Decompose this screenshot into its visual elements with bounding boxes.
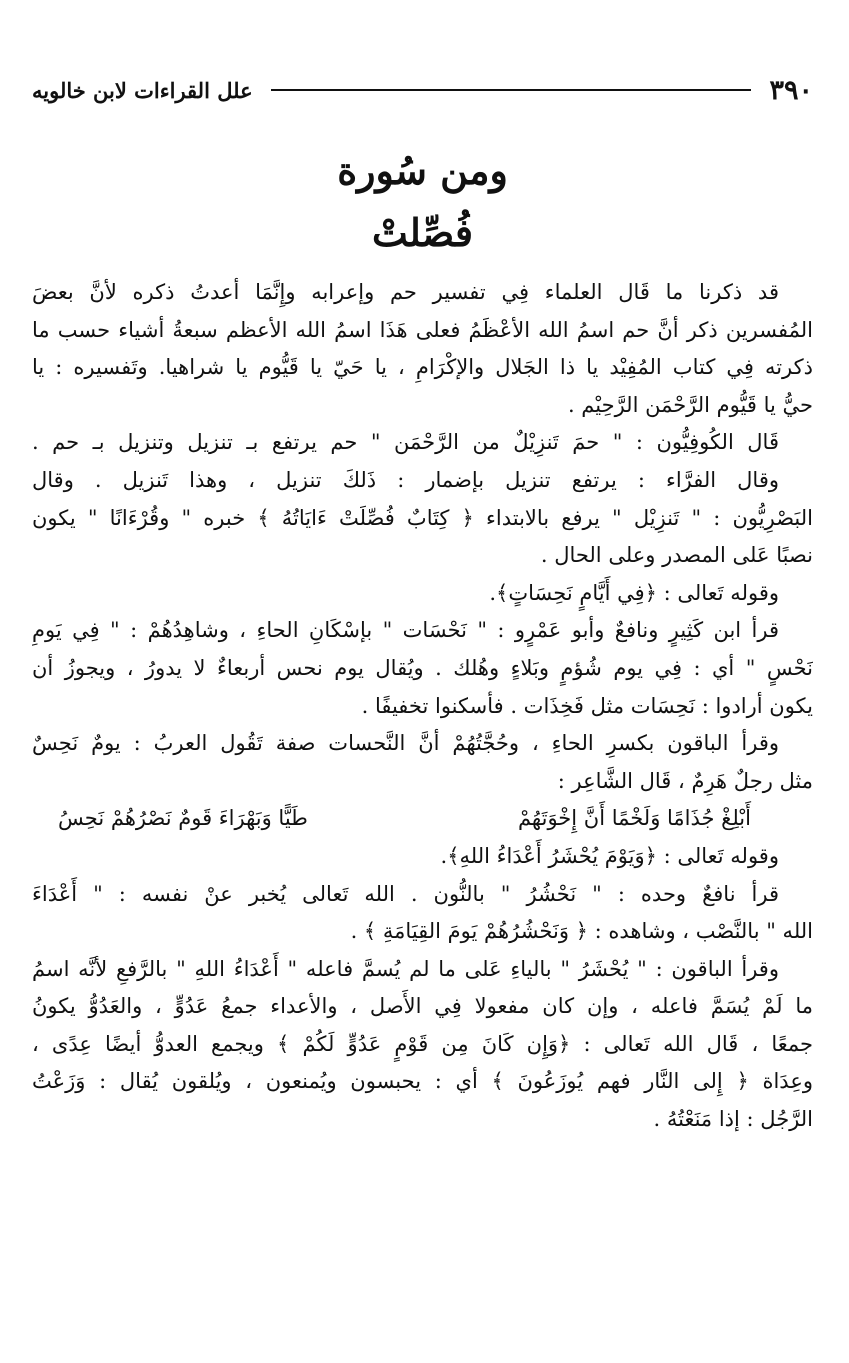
poetry-verse — [32, 800, 813, 838]
text-line: الرَّجُل : إذا مَنَعْتُهُ . — [653, 1107, 813, 1132]
text-line: قد ذكرنا ما قَال العلماء فِي تفسير حم وإعرابه وإِنَّمَا أعدتُ ذكره لأنَّ بعضَ — [32, 280, 779, 304]
text-line: وقرأ الباقون : " يُحْشَرُ " بالياءِ عَلى ما لم يُسمَّ فاعله " أَعْدَاءُ اللهِ " بالرَّفعِ لأنَّه اسمُ — [32, 956, 779, 981]
verse-first-hemistich: أَبْلِغْ جُذَامًا وَلَخْمًا أَنَّ إِخْوَتَهُمْ — [517, 806, 751, 831]
text-line: وقوله تَعالى : ﴿فِي أَيَّامٍ نَحِسَاتٍ﴾. — [489, 580, 779, 605]
text-line: نَحْسٍ " أي : فِي يوم شُؤمٍ وبَلاءٍ وهُلك . ويُقال يوم نحس أربعاءٌ لا يدورُ ، ويجوزُ أن — [32, 655, 813, 680]
text-line: وقوله تَعالى : ﴿وَيَوْمَ يُحْشَرُ أَعْدَاءُ اللهِ﴾. — [440, 843, 779, 868]
text-line: ذكرته فِي كتاب المُفِيْد يا ذا الجَلال والإكْرَامِ ، يا حَيّ يا قَيُّوم يا شراهيا. وتَفسيره : يا — [32, 355, 813, 380]
text-line: المُفسرين ذكر أنَّ حم اسمُ الله الأعْظَمُ فعلى هَذَا اسمُ الله الأعظم سبعةُ أشياء حسب ما — [32, 317, 813, 342]
text-line: قَال الكُوفِيُّون : " حمَ تَنزِيْلٌ من الرَّحْمَن " حم يرتفع بـ تنزيل وتنزيل بـ حم . — [32, 430, 779, 455]
text-line: وقرأ الباقون بكسرِ الحاءِ ، وحُجَّتُهُمْ أنَّ النَّحسات صفة تَقُول العربُ : يومٌ نَحِسٌ — [32, 731, 779, 756]
text-line: يكون أرادوا : نَحِسَات مثل فَخِذَات . فأسكنوا تخفيفًا . — [361, 693, 813, 718]
text-line: مثل رجلٌ هَرِمٌ ، قَال الشَّاعِر : — [557, 768, 813, 793]
surah-title — [32, 140, 813, 264]
header-rule — [271, 89, 752, 91]
text-line: قرأ ابن كَثِيرٍ ونافعٌ وأبو عَمْرٍو : " نَحْسَات " بإسْكَانِ الحاءِ ، وشاهِدُهُمْ : " فِي يَومِ — [32, 618, 779, 643]
body-text — [32, 274, 813, 1139]
surah-title-line-2: فُصِّلتْ — [371, 210, 473, 255]
verse-second-hemistich: طَيًّا وَبَهْرَاءَ قَومٌ نَصْرُهُمْ نَحِسُ — [58, 806, 308, 831]
text-line: الله " بالنَّصْب ، وشاهده : ﴿ وَنَحْشُرُهُمْ يَومَ القِيَامَةِ ﴾ . — [350, 919, 813, 944]
text-line: جمعًا ، قَال الله تَعالى : ﴿وَإِن كَانَ مِن قَوْمٍ عَدُوٍّ لَكُمْ ﴾ ويجمع العدوُّ أيضًا عِدًى ، — [32, 1031, 813, 1056]
book-title: علل القراءات لابن خالويه — [32, 77, 253, 103]
surah-title-line-1: ومن سُورة — [337, 148, 508, 193]
page-number: ٣٩٠ — [769, 74, 813, 106]
text-line: نصبًا عَلى المصدر وعلى الحال . — [540, 543, 813, 568]
text-line: حيُّ يا قَيُّوم الرَّحْمَن الرَّحِيْم . — [567, 392, 813, 417]
text-line: قرأ نافعٌ وحده : " نَحْشُرُ " بالنُّون . الله تَعالى يُخبر عنْ نفسه : " أَعْدَاءَ — [32, 881, 779, 906]
text-line: وقال الفرَّاء : يرتفع تنزيل بإضمار : ذَلكَ تنزيل ، وهذا تَنزيل . وقال — [32, 467, 780, 492]
text-line: وعِدَاة ﴿ إِلى النَّار فهم يُوزَعُونَ ﴾ أي : يحبسون ويُمنعون ، ويُلقون يُقال : وَزَعْتُ — [32, 1069, 813, 1094]
text-line: ما لَمْ يُسَمَّ فاعله ، وإن كان مفعولا فِي الأَصل ، والأعداء جمعُ عَدُوٍّ ، والعَدُوُّ يكونُ — [32, 994, 813, 1019]
text-line: البَصْرِيُّون : " تَنزِيْل " يرفع بالابتداء ﴿ كِتَابٌ فُصِّلَتْ ءَايَاتُهُ ﴾ خبره " وقُرْءَانًا " يكون — [32, 505, 813, 530]
running-header — [32, 68, 813, 112]
